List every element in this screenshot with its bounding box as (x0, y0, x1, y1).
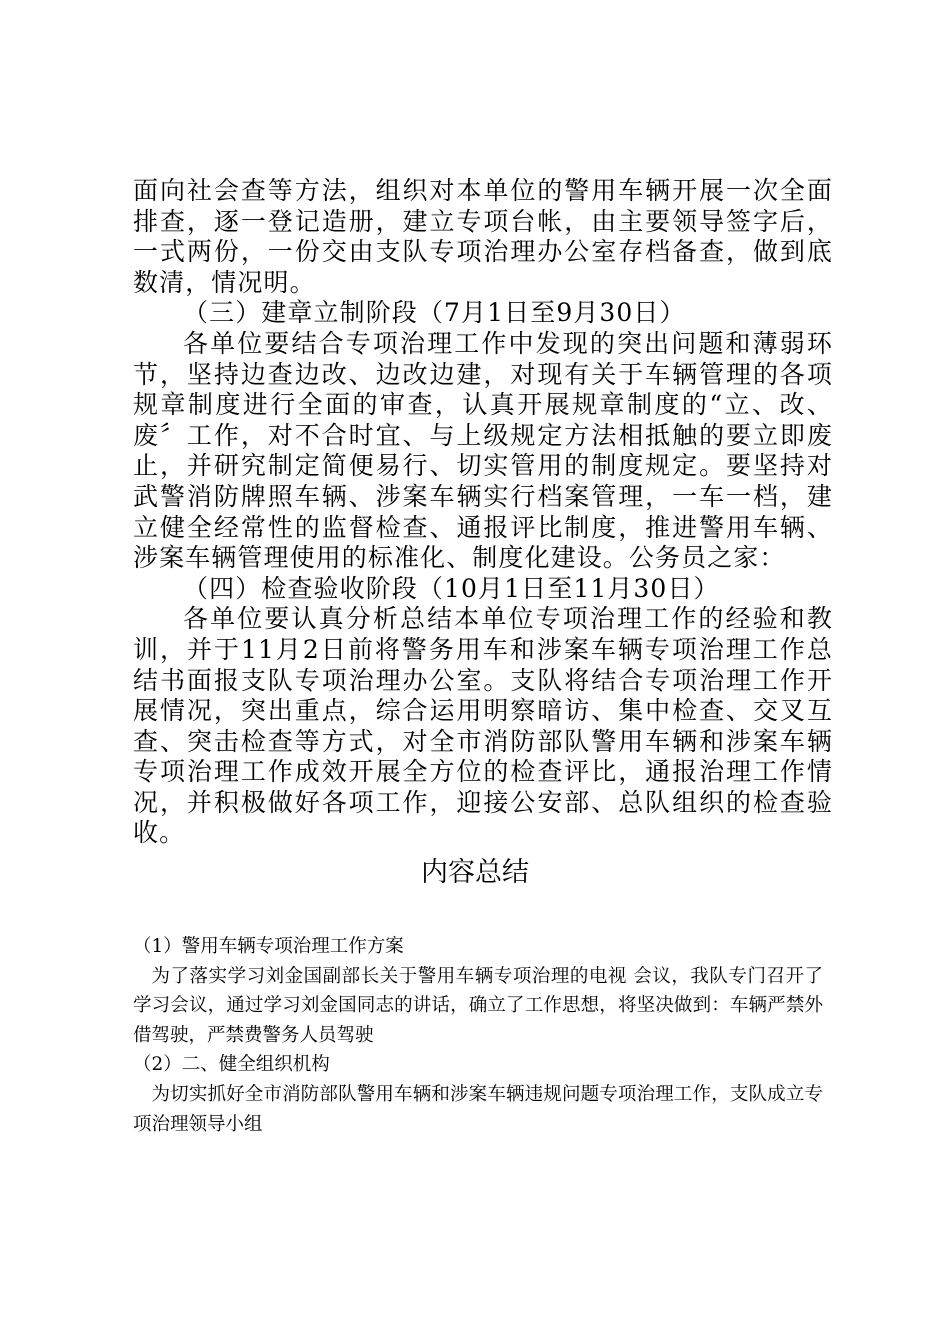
summary-item-text-1: 为了落实学习刘金国副部长关于警用车辆专项治理的电视 会议，我队专门召开了学习会议，通过学习刘金国同志的讲话，确立了工作思想，将坚决做到：车辆严禁外借驾驶，严禁费警务人员驾驶 (133, 965, 823, 1046)
summary-item-heading-1: （1）警用车辆专项治理工作方案 (133, 936, 404, 957)
summary-item-text-2: 为切实抓好全市消防部队警用车辆和涉案车辆违规问题专项治理工作，支队成立专项治理领导小组 (133, 1083, 823, 1135)
paragraph-inspection-stage: 各单位要认真分析总结本单位专项治理工作的经验和教训，并于11月2日前将警务用车和涉案车辆专项治理工作总结书面报支队专项治理办公室。支队将结合专项治理工作开展情况，突出重点，综合运用明察暗访、集中检查、交叉互查、突击检查等方式，对全市消防部队警用车辆和涉案车辆专项治理工作成效开展全方位的检查评比，通报治理工作情况，并积极做好各项工作，迎接公安部、总队组织的检查验收。 (133, 604, 833, 848)
paragraph-continuation: 面向社会查等方法，组织对本单位的警用车辆开展一次全面排查，逐一登记造册，建立专项台帐，由主要领导签字后，一式两份，一份交由支队专项治理办公室存档备查，做到底数清，情况明。 (133, 176, 833, 297)
summary-section (133, 932, 823, 1139)
summary-title: 内容总结 (421, 857, 529, 888)
section-heading-3: （三）建章立制阶段（7月1日至9月30日） (183, 298, 686, 328)
summary-item-heading-2: （2）二、健全组织机构 (133, 1054, 330, 1076)
paragraph-rules-stage: 各单位要结合专项治理工作中发现的突出问题和薄弱环节，坚持边查边改、边改边建，对现有关于车辆管理的各项规章制度进行全面的审查，认真开展规章制度的“立、改、废〞工作，对不合时宜、与上级规定方法相抵触的要立即废止，并研究制定简便易行、切实管用的制度规定。要坚持对武警消防牌照车辆、涉案车辆实行档案管理，一车一档，建立健全经常性的监督检查、通报评比制度，推进警用车辆、涉案车辆管理使用的标准化、制度化建设。公务员之家： (133, 328, 833, 573)
section-heading-4: （四）检查验收阶段（10月1日至11月30日） (183, 573, 720, 603)
main-body-text (133, 176, 833, 849)
